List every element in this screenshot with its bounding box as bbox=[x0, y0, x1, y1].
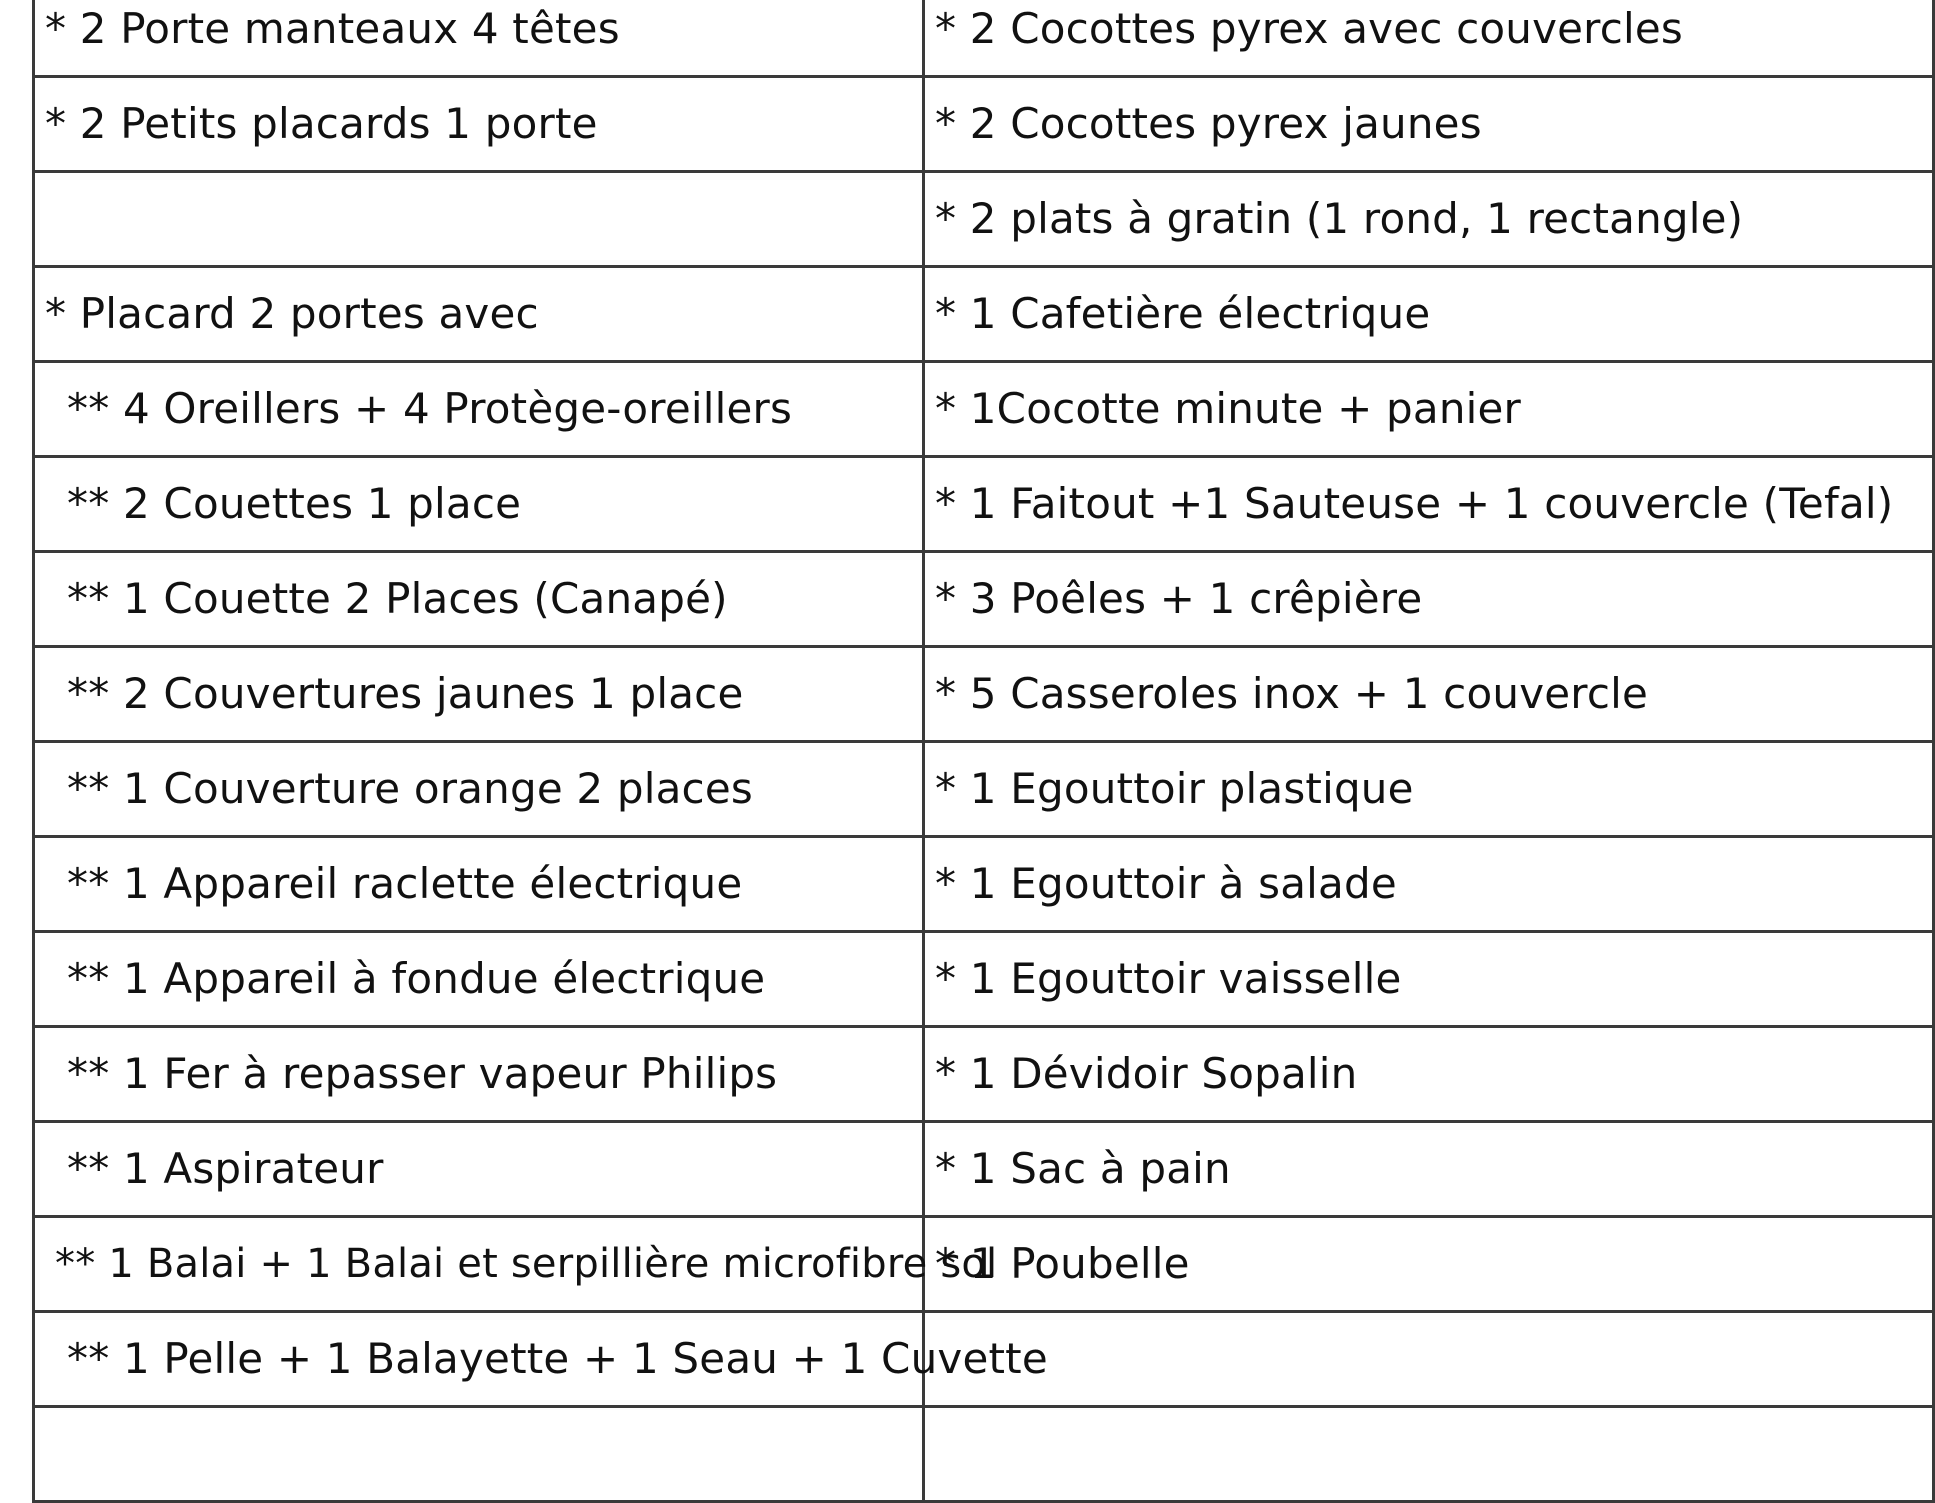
left-cell: ** 1 Appareil raclette électrique bbox=[34, 837, 924, 932]
right-cell: * 1Cocotte minute + panier bbox=[924, 362, 1934, 457]
table-row bbox=[34, 77, 1934, 172]
left-cell: ** 4 Oreillers + 4 Protège-oreillers bbox=[34, 362, 924, 457]
right-cell: * 5 Casseroles inox + 1 couvercle bbox=[924, 647, 1934, 742]
right-cell bbox=[924, 1312, 1934, 1407]
right-cell: * 1 Cafetière électrique bbox=[924, 267, 1934, 362]
left-cell: ** 1 Balai + 1 Balai et serpillière microfibre sol bbox=[34, 1217, 924, 1312]
left-cell bbox=[34, 1407, 924, 1502]
right-cell: * 1 Egouttoir à salade bbox=[924, 837, 1934, 932]
left-cell: ** 1 Appareil à fondue électrique bbox=[34, 932, 924, 1027]
table-row bbox=[34, 267, 1934, 362]
right-cell: * 1 Egouttoir vaisselle bbox=[924, 932, 1934, 1027]
table-row bbox=[34, 0, 1934, 77]
left-cell: * 2 Petits placards 1 porte bbox=[34, 77, 924, 172]
table-row bbox=[34, 742, 1934, 837]
right-cell: * 1 Egouttoir plastique bbox=[924, 742, 1934, 837]
right-cell: * 1 Sac à pain bbox=[924, 1122, 1934, 1217]
table-row bbox=[34, 932, 1934, 1027]
right-cell bbox=[924, 1407, 1934, 1502]
left-cell: ** 1 Couette 2 Places (Canapé) bbox=[34, 552, 924, 647]
right-cell: * 1 Dévidoir Sopalin bbox=[924, 1027, 1934, 1122]
left-cell: * Placard 2 portes avec bbox=[34, 267, 924, 362]
left-cell: ** 1 Couverture orange 2 places bbox=[34, 742, 924, 837]
inventory-table-body bbox=[34, 0, 1934, 1502]
right-cell: * 3 Poêles + 1 crêpière bbox=[924, 552, 1934, 647]
right-cell: * 1 Faitout +1 Sauteuse + 1 couvercle (Tefal) bbox=[924, 457, 1934, 552]
table-row bbox=[34, 1027, 1934, 1122]
table-row bbox=[34, 837, 1934, 932]
table-row bbox=[34, 552, 1934, 647]
table-row bbox=[34, 1217, 1934, 1312]
table-row bbox=[34, 1407, 1934, 1502]
left-cell bbox=[34, 172, 924, 267]
left-cell: ** 1 Fer à repasser vapeur Philips bbox=[34, 1027, 924, 1122]
right-cell: * 2 plats à gratin (1 rond, 1 rectangle) bbox=[924, 172, 1934, 267]
left-cell: ** 1 Aspirateur bbox=[34, 1122, 924, 1217]
left-cell: ** 2 Couettes 1 place bbox=[34, 457, 924, 552]
left-cell: * 2 Porte manteaux 4 têtes bbox=[34, 0, 924, 77]
table-row bbox=[34, 457, 1934, 552]
table-row bbox=[34, 172, 1934, 267]
table-row bbox=[34, 1312, 1934, 1407]
table-row bbox=[34, 362, 1934, 457]
inventory-table bbox=[32, 0, 1935, 1503]
right-cell: * 2 Cocottes pyrex avec couvercles bbox=[924, 0, 1934, 77]
table-row bbox=[34, 647, 1934, 742]
right-cell: * 1 Poubelle bbox=[924, 1217, 1934, 1312]
table-row bbox=[34, 1122, 1934, 1217]
left-cell: ** 1 Pelle + 1 Balayette + 1 Seau + 1 Cuvette bbox=[34, 1312, 924, 1407]
right-cell: * 2 Cocottes pyrex jaunes bbox=[924, 77, 1934, 172]
left-cell: ** 2 Couvertures jaunes 1 place bbox=[34, 647, 924, 742]
